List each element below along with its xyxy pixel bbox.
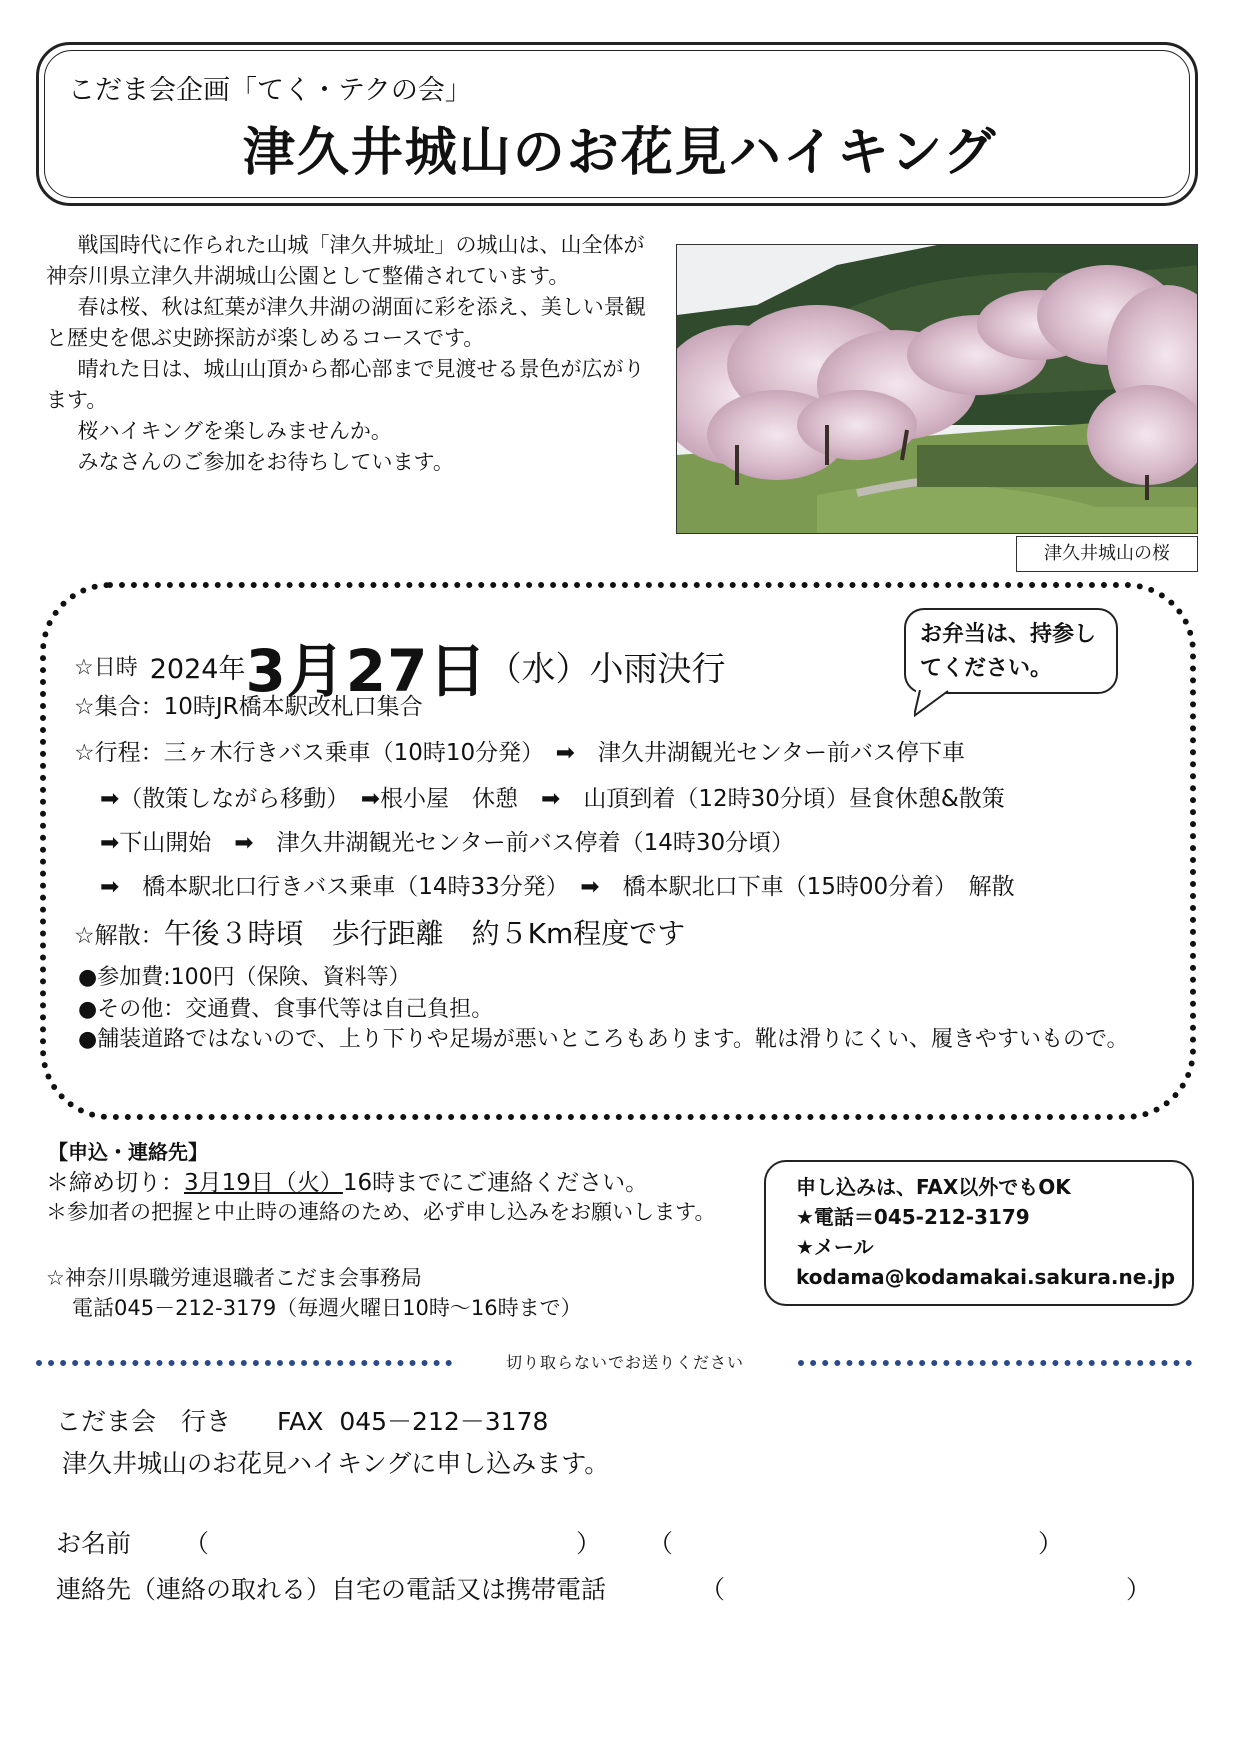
page-title: 津久井城山のお花見ハイキング (242, 123, 998, 183)
speech-bubble-tail-icon (914, 690, 954, 718)
meeting-info: ☆集合：10時JR橋本駅改札口集合 (74, 694, 423, 720)
date-label: ☆日時 (74, 655, 138, 681)
intro-paragraph: 桜ハイキングを楽しみませんか。 (77, 419, 392, 443)
name-field-open: （ (184, 1529, 210, 1558)
application-note: ＊参加者の把握と中止時の連絡のため、必ず申し込みをお願いします。 (46, 1200, 716, 1224)
intro-paragraph: みなさんのご参加をお待ちしています。 (77, 450, 454, 474)
cut-line-text: 切り取らないでお送りください (505, 1353, 744, 1372)
intro-paragraph: 春は桜、秋は紅葉が津久井湖の湖面に彩を添え、美しい景観と歴史を偲ぶ史跡探訪が楽しめるコースです。 (46, 295, 646, 350)
contact-phone: ★電話＝045-212-3179 (796, 1205, 1030, 1229)
intro-text (46, 230, 656, 478)
date-year: 2024年 (149, 653, 246, 685)
date-weekday-note: （水）小雨決行 (487, 649, 726, 690)
route-line: ➡（散策しながら移動） ➡根小屋 休憩 ➡ 山頂到着（12時30分頃）昼食休憩&散策 (100, 786, 1005, 812)
dismissal-text: 午後３時頃 歩行距離 約５Km程度です (163, 917, 686, 950)
cut-line-right (798, 1360, 1192, 1366)
route-line: ➡下山開始 ➡ 津久井湖観光センター前バス停着（14時30分頃） (100, 830, 795, 856)
deadline-prefix: ＊締め切り： (46, 1170, 184, 1196)
bento-speech-bubble: お弁当は、持参してください。 (904, 608, 1118, 694)
deadline-info (46, 1164, 648, 1197)
application-heading: 【申込・連絡先】 (48, 1140, 208, 1164)
phone-field-close: ） (1126, 1575, 1152, 1604)
office-phone: 電話045－212-3179（毎週火曜日10時～16時まで） (72, 1296, 582, 1320)
contact-box (764, 1160, 1194, 1306)
fax-number: 045－212－3178 (339, 1407, 549, 1436)
dismissal-info (74, 912, 685, 952)
name-label: お名前 (56, 1529, 132, 1558)
route-line: ☆行程：三ヶ木行きバス乗車（10時10分発） ➡ 津久井湖観光センター前バス停下車 (74, 740, 966, 766)
name-field-close: ） (576, 1529, 602, 1558)
phone-label: 連絡先（連絡の取れる）自宅の電話又は携帯電話 (56, 1575, 607, 1604)
dismissal-label: ☆解散： (74, 923, 164, 949)
contact-heading: 申し込みは、FAX以外でもOK (796, 1175, 1071, 1199)
deadline-date: 3月19日（火） (184, 1170, 343, 1196)
fax-destination (56, 1402, 564, 1438)
office-name: ☆神奈川県職労連退職者こだま会事務局 (46, 1266, 422, 1290)
photo-caption: 津久井城山の桜 (1016, 536, 1198, 572)
cut-line-left (36, 1360, 452, 1366)
phone-field-open: （ (700, 1575, 726, 1604)
intro-paragraph: 晴れた日は、城山山頂から都心部まで見渡せる景色が広がります。 (46, 357, 645, 412)
deadline-suffix: 16時までにご連絡ください。 (342, 1170, 649, 1196)
fax-label: FAX (277, 1407, 324, 1436)
route-line: ➡ 橋本駅北口行きバス乗車（14時33分発） ➡ 橋本駅北口下車（15時00分着） 解散 (100, 874, 1015, 900)
cherry-blossom-illustration (677, 245, 1198, 534)
contact-mail-label: ★メール (796, 1235, 874, 1259)
name-reading-field-close: ） (1038, 1529, 1064, 1558)
fee-info: ●参加費:100円（保険、資料等） (78, 965, 411, 990)
road-note: ●舗装道路ではないので、上り下りや足場が悪いところもあります。靴は滑りにくい、履きやすいもので。 (78, 1027, 1129, 1052)
name-reading-field-open: （ (648, 1529, 674, 1558)
date-day: 3月27日 (245, 637, 488, 705)
other-info: ●その他：交通費、食事代等は自己負担。 (78, 997, 494, 1022)
title-subtitle: こだま会企画「てく・テクの会」 (68, 75, 472, 106)
intro-paragraph: 戦国時代に作られた山城「津久井城址」の城山は、山全体が神奈川県立津久井湖城山公園として整備されています。 (46, 233, 645, 288)
cherry-blossom-photo (676, 244, 1198, 534)
fax-recipient: こだま会 行き (56, 1407, 232, 1436)
contact-email: kodama@kodamakai.sakura.ne.jp (796, 1265, 1176, 1289)
application-statement: 津久井城山のお花見ハイキングに申し込みます。 (62, 1449, 610, 1478)
